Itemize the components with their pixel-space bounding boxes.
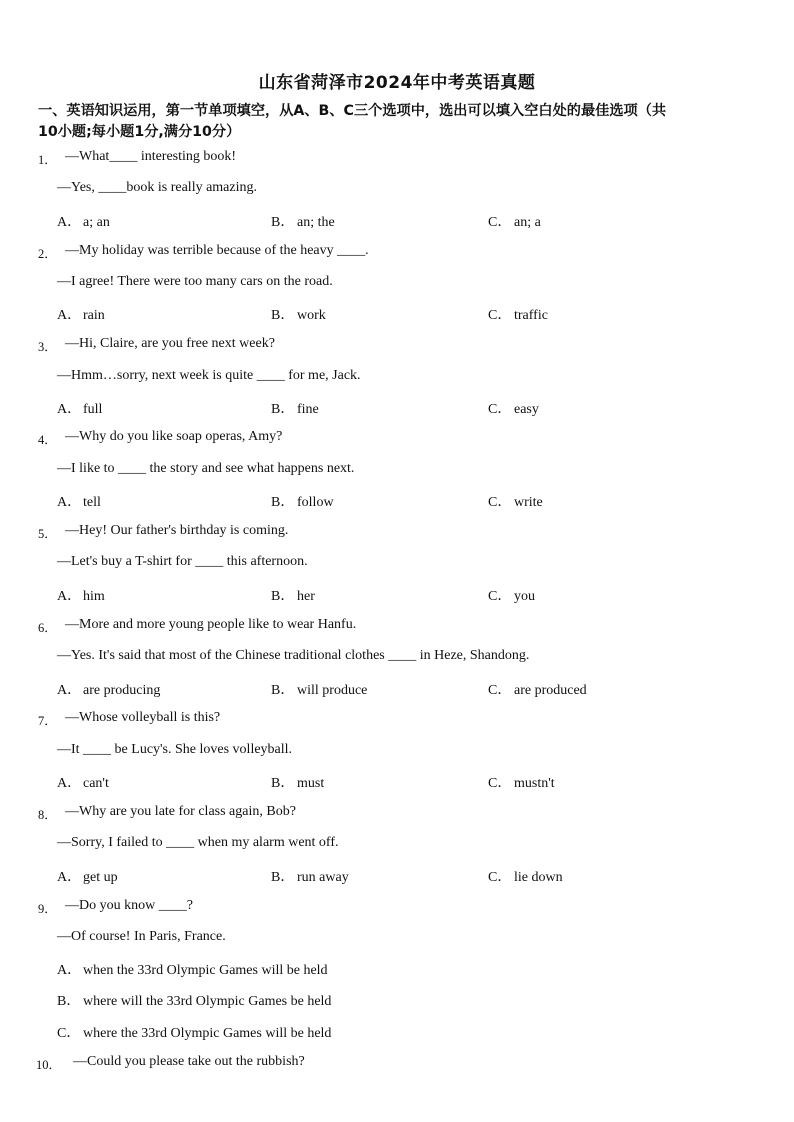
question-prompt: —Why do you like soap operas, Amy? — [65, 429, 283, 444]
option-a: A． him — [57, 589, 105, 604]
option-c: C． easy — [488, 402, 539, 417]
question-prompt: —More and more young people like to wear Hanfu. — [65, 617, 357, 632]
option-c: C． traffic — [488, 308, 548, 323]
option-b: B． an; the — [271, 215, 335, 230]
option-c: C． where the 33rd Olympic Games will be held — [57, 1026, 332, 1041]
option-a: A． when the 33rd Olympic Games will be held — [57, 963, 328, 978]
question-number: 8． — [38, 808, 57, 822]
question-number: 10． — [36, 1058, 62, 1072]
option-b: B． follow — [271, 495, 334, 510]
question-number: 1． — [38, 153, 57, 167]
question-response: —I agree! There were too many cars on the road. — [57, 274, 333, 289]
question-prompt: —Hey! Our father's birthday is coming. — [65, 523, 289, 538]
question-prompt: —Do you know ____? — [65, 898, 193, 913]
option-a: A． full — [57, 402, 103, 417]
option-c: C． an; a — [488, 215, 541, 230]
question-number: 3． — [38, 340, 57, 354]
question-number: 6． — [38, 621, 57, 635]
option-a: A． rain — [57, 308, 105, 323]
question-number: 2． — [38, 247, 57, 261]
option-c: C． are produced — [488, 683, 587, 698]
question-prompt: —What____ interesting book! — [65, 149, 237, 164]
question-number: 7． — [38, 714, 57, 728]
question-response: —Of course! In Paris, France. — [57, 929, 226, 944]
section-heading — [38, 101, 760, 143]
section-heading-line2: 10小题;每小题1分,满分10分） — [38, 124, 241, 140]
option-a: A． get up — [57, 870, 118, 885]
question-response: —It ____ be Lucy's. She loves volleyball. — [57, 742, 293, 757]
question-response: —Sorry, I failed to ____ when my alarm went off. — [57, 835, 339, 850]
option-b: B． work — [271, 308, 326, 323]
option-b: B． will produce — [271, 683, 368, 698]
option-b: B． her — [271, 589, 315, 604]
option-b: B． where will the 33rd Olympic Games be held — [57, 994, 332, 1009]
question-prompt: —Whose volleyball is this? — [65, 710, 221, 725]
option-b: B． run away — [271, 870, 349, 885]
option-b: B． fine — [271, 402, 319, 417]
question-prompt: —Why are you late for class again, Bob? — [65, 804, 296, 819]
option-c: C． write — [488, 495, 543, 510]
question-number: 5． — [38, 527, 57, 541]
option-a: A． a; an — [57, 215, 110, 230]
question-prompt: —My holiday was terrible because of the heavy ____. — [65, 243, 369, 258]
option-b: B． must — [271, 776, 325, 791]
option-c: C． you — [488, 589, 535, 604]
question-number: 9． — [38, 902, 57, 916]
question-prompt: —Hi, Claire, are you free next week? — [65, 336, 275, 351]
option-c: C． lie down — [488, 870, 563, 885]
page-title: 山东省菏泽市2024年中考英语真题 — [258, 73, 536, 93]
question-response: —Yes, ____book is really amazing. — [57, 180, 257, 195]
question-response: —I like to ____ the story and see what happens next. — [57, 461, 355, 476]
question-prompt: —Could you please take out the rubbish? — [73, 1054, 305, 1069]
section-heading-line1: 一、英语知识运用，第一节单项填空，从A、B、C三个选项中，选出可以填入空白处的最佳选项（共 — [38, 103, 667, 119]
option-a: A． are producing — [57, 683, 161, 698]
option-a: A． tell — [57, 495, 101, 510]
option-a: A． can't — [57, 776, 109, 791]
question-number: 4． — [38, 433, 57, 447]
option-c: C． mustn't — [488, 776, 555, 791]
question-response: —Yes. It's said that most of the Chinese traditional clothes ____ in Heze, Shandong. — [57, 648, 530, 663]
question-response: —Let's buy a T-shirt for ____ this afternoon. — [57, 554, 308, 569]
question-response: —Hmm…sorry, next week is quite ____ for me, Jack. — [57, 368, 361, 383]
